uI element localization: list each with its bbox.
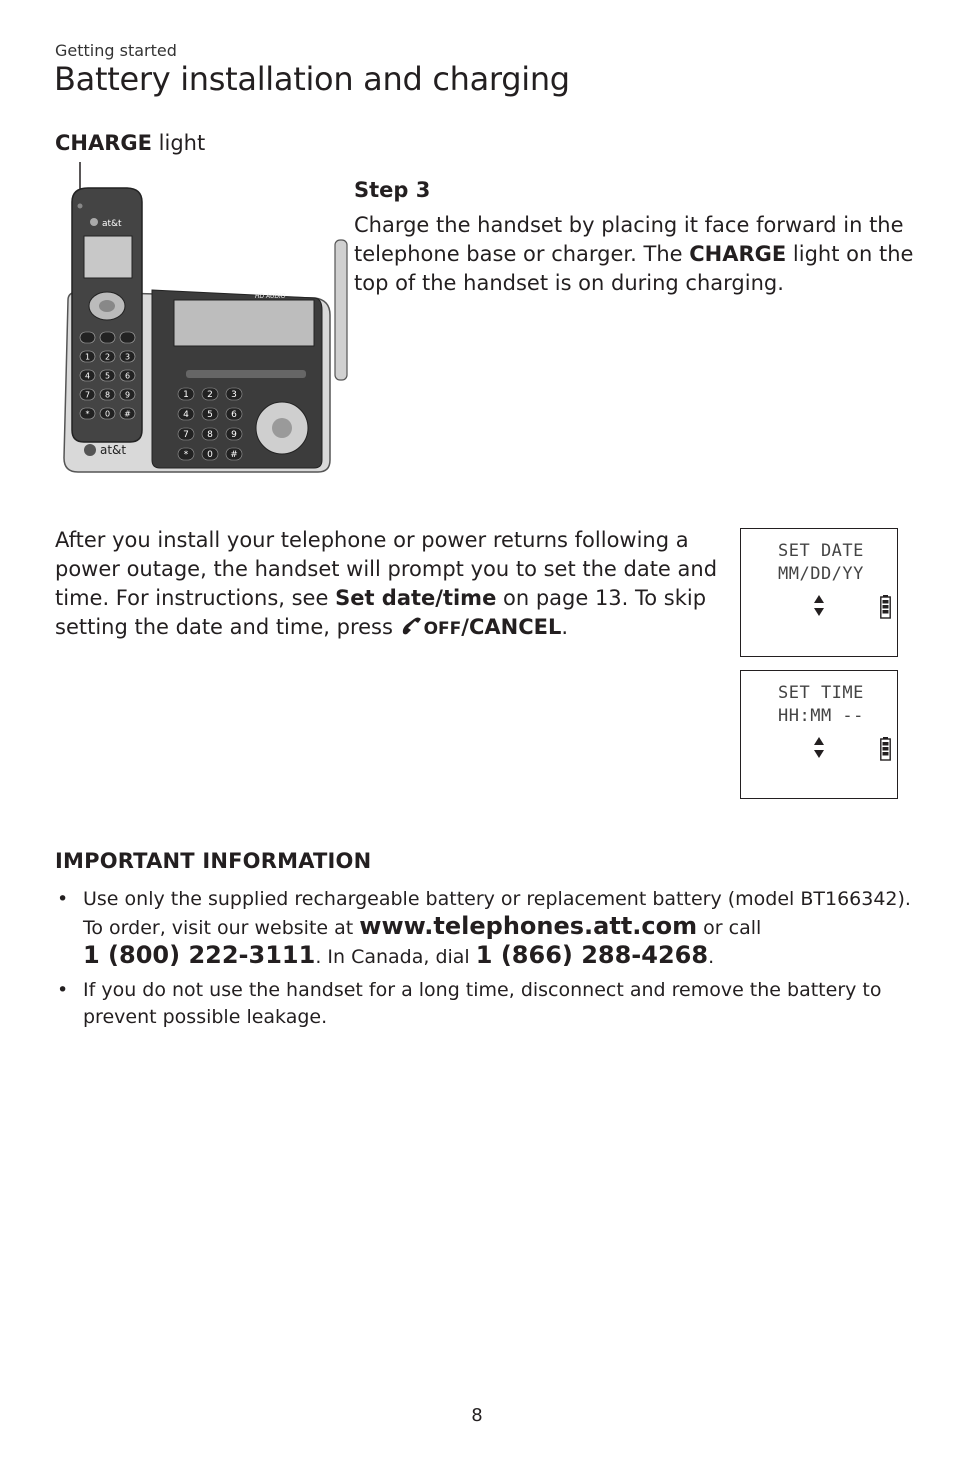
step-text: [354, 211, 914, 298]
up-down-arrows-icon: [813, 736, 825, 760]
off-cancel-key: [400, 615, 562, 639]
step-text-bold: CHARGE: [689, 242, 787, 266]
important-list: [55, 886, 915, 1037]
keypad-key-label: 5: [104, 371, 111, 381]
charge-label-rest: light: [152, 131, 206, 155]
bullet1-text-3: . In Canada, dial: [315, 946, 476, 968]
bullet1-text-1: Use only the supplied rechargeable battery or replacement battery (model BT166342). To order, visit our website at: [83, 888, 911, 939]
page-title: Battery installation and charging: [54, 60, 570, 98]
list-item: [55, 886, 915, 971]
keypad-key-label: 6: [231, 410, 237, 421]
intro-text-2: on page 13. To skip setting the date and time, press: [55, 586, 707, 639]
set-date-screen: [740, 528, 898, 657]
section-label: Getting started: [55, 41, 177, 60]
intro-text-end: .: [561, 615, 569, 639]
bullet1-text-4: .: [708, 946, 715, 968]
step-block: [354, 176, 914, 298]
keypad-key-label: 5: [207, 410, 213, 421]
keypad-key-label: #: [230, 450, 238, 461]
keypad-key-label: 1: [183, 390, 189, 401]
keypad-key-label: 4: [84, 371, 91, 381]
base-brand: at&t: [100, 443, 127, 457]
cancel-label: /CANCEL: [461, 615, 562, 639]
charge-light-icon: [78, 204, 83, 209]
keypad-key-label: 3: [124, 352, 131, 362]
important-heading: IMPORTANT INFORMATION: [55, 849, 372, 873]
keypad-key-label: 7: [84, 390, 91, 400]
off-label: OFF: [423, 619, 462, 639]
keypad-key-label: 6: [124, 371, 131, 381]
keypad-key-label: 0: [207, 450, 213, 461]
phone-us: 1 (800) 222-3111: [83, 941, 316, 969]
handset-brand: at&t: [102, 219, 122, 229]
base-hd-label: HD AUDIO: [255, 293, 286, 300]
phone-canada: 1 (866) 288-4268: [475, 941, 709, 969]
phone-handset-icon: [400, 616, 424, 636]
screen-line-1: SET TIME: [778, 683, 864, 703]
bullet1-text-2: or call: [697, 917, 762, 939]
website-link[interactable]: www.telephones.att.com: [359, 912, 698, 940]
keypad-key-label: 0: [104, 409, 111, 419]
charge-label-bold: CHARGE: [55, 131, 152, 155]
keypad-key-label: 9: [124, 390, 131, 400]
step-text-1: Charge the handset by placing it face forward in the telephone base or charger. The: [354, 213, 904, 266]
phone-illustration: [60, 160, 352, 480]
keypad-key-label: 2: [207, 390, 213, 401]
up-down-arrows-icon: [813, 594, 825, 618]
intro-paragraph: [55, 526, 735, 644]
screen-line-1: SET DATE: [778, 541, 864, 561]
keypad-key-label: *: [183, 450, 189, 461]
screen-line-2: MM/DD/YY: [778, 564, 864, 584]
battery-icon: [880, 737, 891, 761]
keypad-key-label: 2: [104, 352, 111, 362]
keypad-key-label: 4: [183, 410, 189, 421]
list-item: • If you do not use the handset for a long time, disconnect and remove the battery to prevent possible leakage.: [55, 977, 915, 1031]
keypad-key-label: *: [85, 409, 90, 419]
intro-text-1: After you install your telephone or power returns following a power outage, the handset will prompt you to set the date and time. For instructions, see: [55, 528, 718, 610]
keypad-key-label: 7: [183, 430, 189, 441]
keypad-key-label: 8: [207, 430, 213, 441]
set-time-screen: [740, 670, 898, 799]
keypad-key-label: 1: [84, 352, 91, 362]
screen-line-2: HH:MM --: [778, 706, 864, 726]
battery-icon: [880, 595, 891, 619]
keypad-key-label: #: [124, 409, 131, 419]
keypad-key-label: 9: [231, 430, 237, 441]
page-number: 8: [471, 1405, 483, 1426]
keypad-key-label: 8: [104, 390, 111, 400]
set-date-time-reference: Set date/time: [335, 586, 497, 610]
charge-light-label: [55, 131, 205, 155]
step-heading: Step 3: [354, 178, 431, 202]
keypad-key-label: 3: [231, 390, 237, 401]
step-text-2: light on the top of the handset is on during charging.: [354, 242, 914, 295]
